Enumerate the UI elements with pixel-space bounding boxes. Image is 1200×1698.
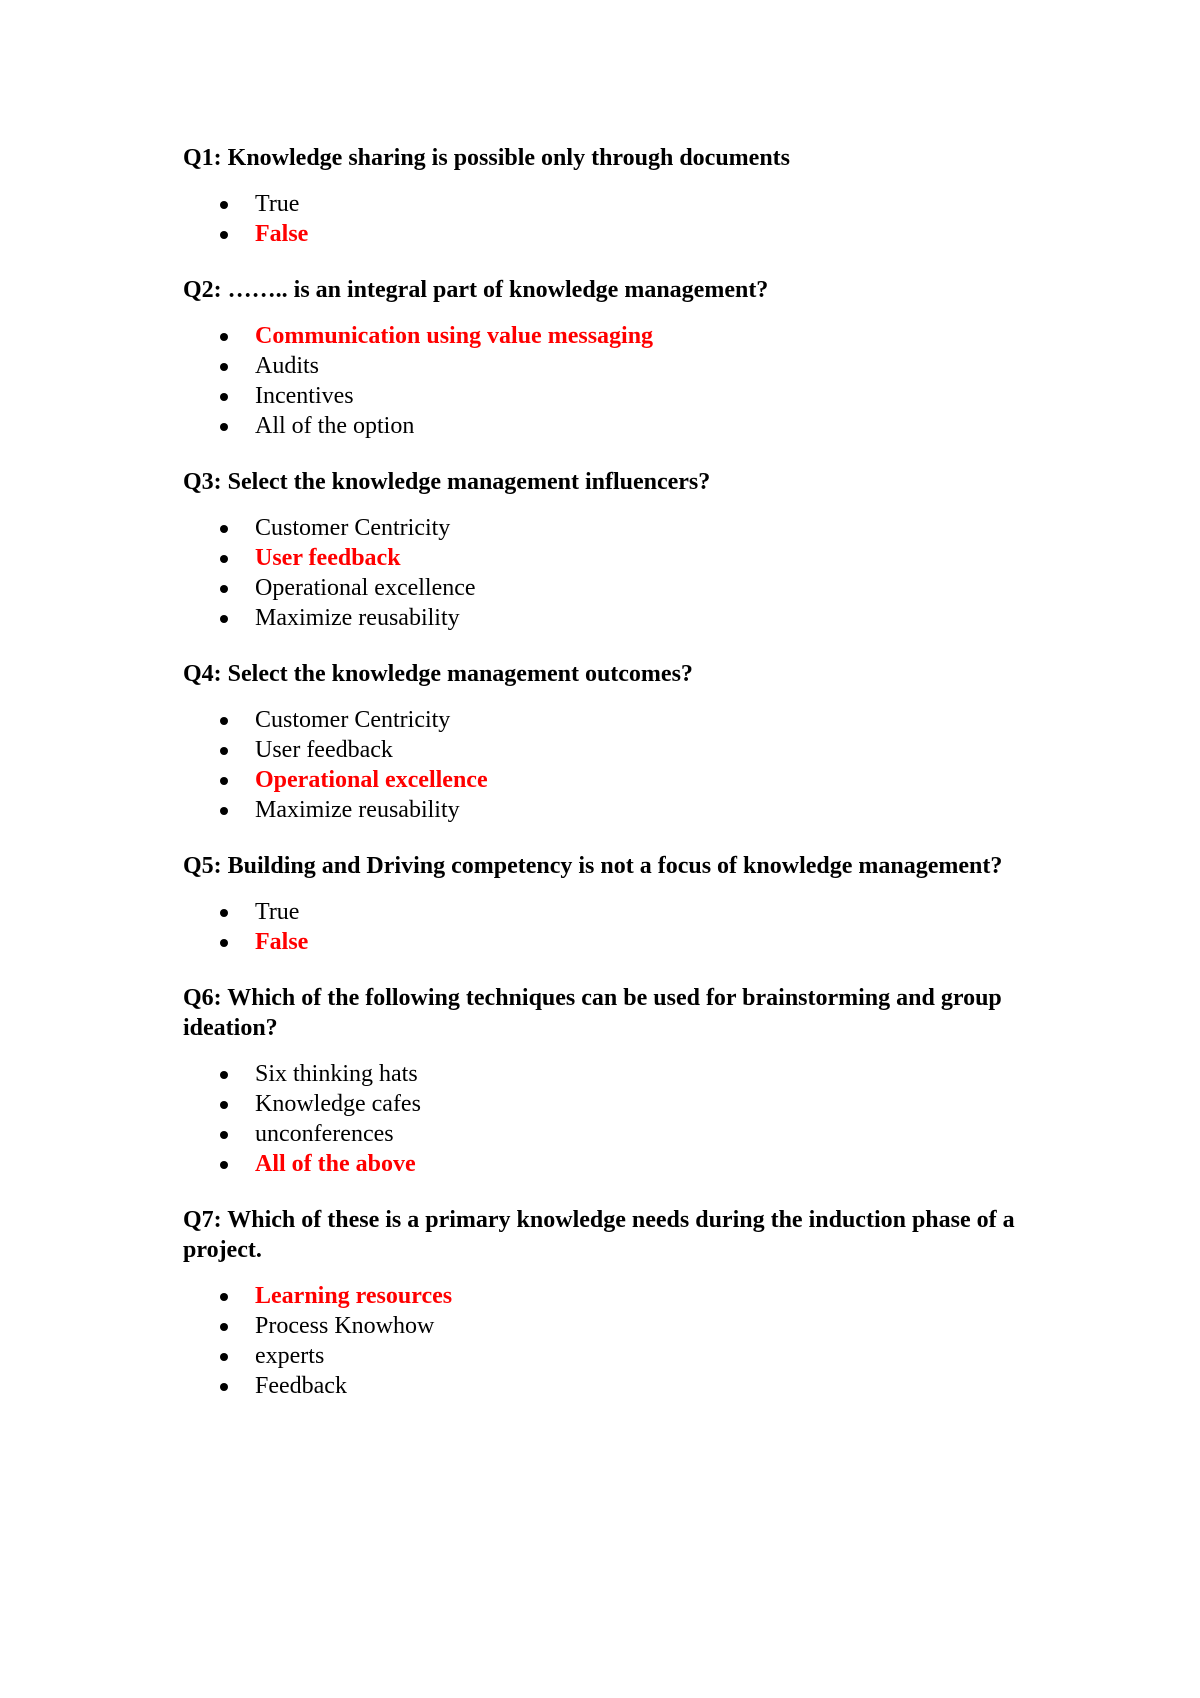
option-label: Operational excellence <box>255 575 476 601</box>
option-item <box>183 705 1043 735</box>
quiz-page <box>183 143 1043 1427</box>
option-label: Feedback <box>255 1373 347 1399</box>
option-label: User feedback <box>255 737 393 763</box>
option-label: Audits <box>255 353 320 379</box>
option-item-correct <box>183 1281 1043 1311</box>
question-text: Q1: Knowledge sharing is possible only through documents <box>183 145 790 171</box>
question-3 <box>183 467 1043 633</box>
option-list <box>183 705 1043 825</box>
option-item <box>183 351 1043 381</box>
bullet-icon <box>220 585 228 593</box>
bullet-icon <box>220 525 228 533</box>
option-label: experts <box>255 1343 325 1369</box>
option-label: False <box>255 221 309 247</box>
option-item <box>183 603 1043 633</box>
option-item-correct <box>183 1149 1043 1179</box>
bullet-icon <box>220 1161 228 1169</box>
bullet-icon <box>220 231 228 239</box>
option-item-correct <box>183 219 1043 249</box>
option-item <box>183 411 1043 441</box>
bullet-icon <box>220 717 228 725</box>
question-text: Q5: Building and Driving competency is not a focus of knowledge management? <box>183 853 1003 879</box>
option-list <box>183 513 1043 633</box>
option-item <box>183 897 1043 927</box>
option-label: Communication using value messaging <box>255 323 654 349</box>
option-label: True <box>255 191 300 217</box>
bullet-icon <box>220 1293 228 1301</box>
bullet-icon <box>220 201 228 209</box>
option-list <box>183 189 1043 249</box>
option-item <box>183 1059 1043 1089</box>
question-text: Q4: Select the knowledge management outcomes? <box>183 661 693 687</box>
bullet-icon <box>220 333 228 341</box>
bullet-icon <box>220 1071 228 1079</box>
question-list <box>183 143 1043 1401</box>
option-item-correct <box>183 927 1043 957</box>
bullet-icon <box>220 747 228 755</box>
option-label: Knowledge cafes <box>255 1091 421 1117</box>
bullet-icon <box>220 555 228 563</box>
option-list <box>183 1281 1043 1401</box>
bullet-icon <box>220 1101 228 1109</box>
question-text: Q7: Which of these is a primary knowledge needs during the induction phase of a project. <box>183 1207 1015 1263</box>
question-6 <box>183 983 1043 1179</box>
option-label: All of the above <box>255 1151 416 1177</box>
option-label: User feedback <box>255 545 401 571</box>
option-list <box>183 1059 1043 1179</box>
option-list <box>183 321 1043 441</box>
question-text: Q6: Which of the following techniques can be used for brainstorming and group ideation? <box>183 985 1002 1041</box>
option-item-correct <box>183 765 1043 795</box>
bullet-icon <box>220 423 228 431</box>
option-label: Six thinking hats <box>255 1061 418 1087</box>
option-label: Learning resources <box>255 1283 453 1309</box>
question-4 <box>183 659 1043 825</box>
option-label: Operational excellence <box>255 767 488 793</box>
bullet-icon <box>220 939 228 947</box>
bullet-icon <box>220 777 228 785</box>
option-item-correct <box>183 321 1043 351</box>
option-label: All of the option <box>255 413 415 439</box>
bullet-icon <box>220 393 228 401</box>
question-1 <box>183 143 1043 249</box>
option-label: False <box>255 929 309 955</box>
option-item <box>183 1119 1043 1149</box>
bullet-icon <box>220 363 228 371</box>
bullet-icon <box>220 1383 228 1391</box>
option-item <box>183 795 1043 825</box>
question-5 <box>183 851 1043 957</box>
option-item <box>183 189 1043 219</box>
option-label: Customer Centricity <box>255 707 451 733</box>
question-text: Q3: Select the knowledge management influencers? <box>183 469 711 495</box>
bullet-icon <box>220 1323 228 1331</box>
option-item <box>183 1311 1043 1341</box>
option-item <box>183 735 1043 765</box>
option-label: unconferences <box>255 1121 394 1147</box>
question-2 <box>183 275 1043 441</box>
bullet-icon <box>220 807 228 815</box>
option-label: Maximize reusability <box>255 605 460 631</box>
bullet-icon <box>220 1353 228 1361</box>
option-item <box>183 513 1043 543</box>
option-item <box>183 1371 1043 1401</box>
option-item <box>183 1341 1043 1371</box>
question-7 <box>183 1205 1043 1401</box>
option-label: Customer Centricity <box>255 515 451 541</box>
bullet-icon <box>220 615 228 623</box>
bullet-icon <box>220 909 228 917</box>
option-item <box>183 381 1043 411</box>
option-item <box>183 573 1043 603</box>
option-label: True <box>255 899 300 925</box>
option-list <box>183 897 1043 957</box>
option-label: Maximize reusability <box>255 797 460 823</box>
option-item <box>183 1089 1043 1119</box>
bullet-icon <box>220 1131 228 1139</box>
option-label: Incentives <box>255 383 354 409</box>
option-item-correct <box>183 543 1043 573</box>
option-label: Process Knowhow <box>255 1313 435 1339</box>
question-text: Q2: …….. is an integral part of knowledge management? <box>183 277 769 303</box>
